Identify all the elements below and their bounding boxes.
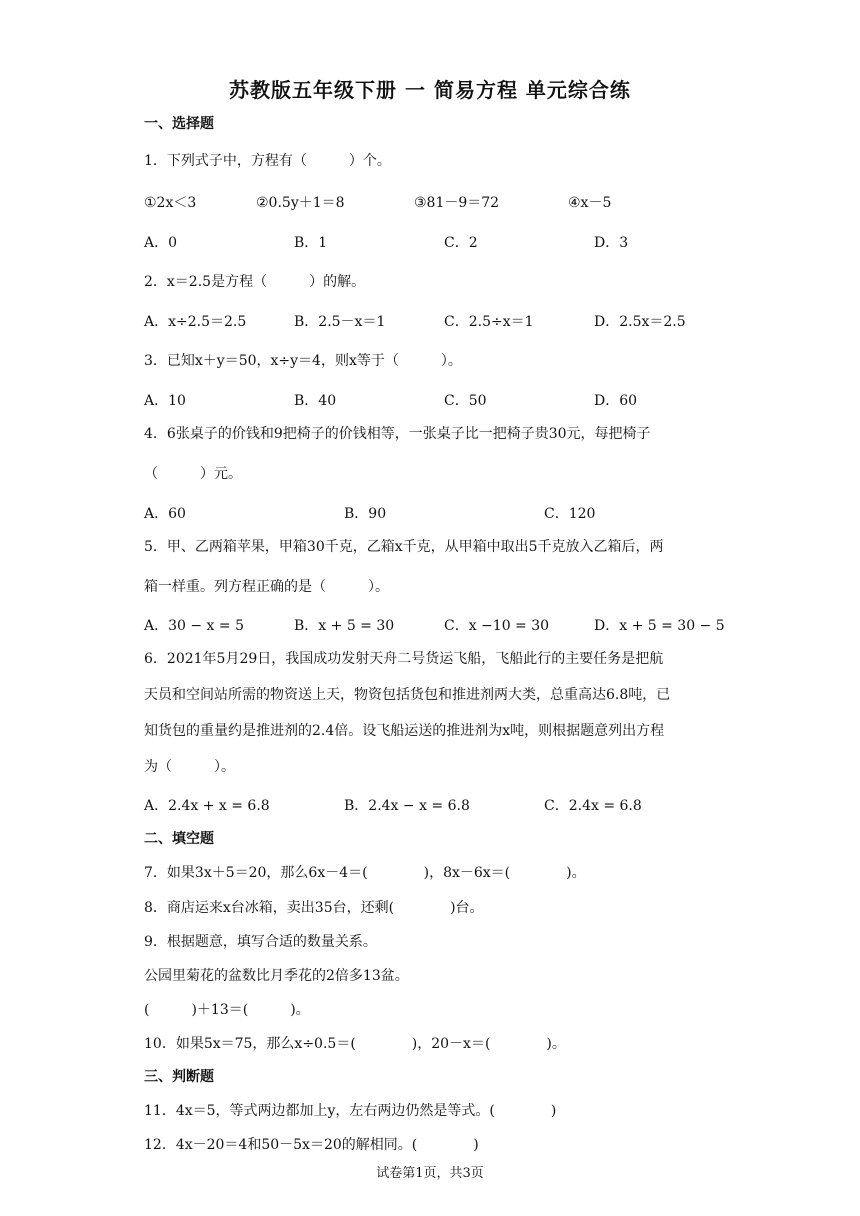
section-heading-fill-in: 二、填空题: [144, 831, 214, 847]
page-footer: 试卷第1页，共3页: [376, 1166, 484, 1181]
question-2-stem: 2．x＝2.5是方程（ ）的解。: [144, 274, 366, 290]
question-1-stem: 1．下列式子中，方程有（ ）个。: [144, 153, 391, 169]
question-6-stem-line-4: 为（ ）。: [144, 759, 235, 775]
question-6-stem-line-2: 天员和空间站所需的物资送上天，物资包括货包和推进剂两大类，总重高达6.8吨，已: [144, 687, 671, 703]
question-6-stem-line-1: 6．2021年5月29日，我国成功发射天舟二号货运飞船，飞船此行的主要任务是把航: [144, 651, 664, 667]
question-1-option-d: D．3: [594, 235, 629, 251]
question-10-stem: 10．如果5x＝75，那么x÷0.5＝( )，20－x＝( )。: [144, 1036, 566, 1052]
page-title: 苏教版五年级下册 一 简易方程 单元综合练: [229, 78, 631, 102]
question-3-option-b: B．40: [294, 393, 337, 409]
question-3-option-c: C．50: [444, 393, 487, 409]
question-1-option-a: A．0: [144, 235, 178, 251]
question-1-option-b: B．1: [294, 235, 328, 251]
question-2-option-d: D．2.5x＝2.5: [594, 314, 686, 330]
question-2-option-a: A．x÷2.5＝2.5: [144, 314, 247, 330]
section-heading-choice: 一、选择题: [144, 116, 214, 132]
question-9-line-2: 公园里菊花的盆数比月季花的2倍多13盆。: [144, 968, 409, 984]
question-4-option-a: A．60: [144, 506, 186, 522]
question-1-item-2: ②0.5y＋1＝8: [256, 195, 345, 211]
question-9-stem: 9．根据题意，填写合适的数量关系。: [144, 934, 377, 950]
question-2-option-b: B．2.5－x＝1: [294, 314, 386, 330]
question-12-stem: 12．4x－20＝4和50－5x＝20的解相同。( ): [144, 1137, 479, 1153]
question-3-option-a: A．10: [144, 393, 186, 409]
question-4-stem-line-1: 4．6张桌子的价钱和9把椅子的价钱相等，一张桌子比一把椅子贵30元，每把椅子: [144, 426, 651, 442]
question-6-stem-line-3: 知货包的重量约是推进剂的2.4倍。设飞船运送的推进剂为x吨，则根据题意列出方程: [144, 723, 665, 739]
question-1-item-4: ④x－5: [568, 195, 612, 211]
question-4-option-c: C．120: [544, 506, 596, 522]
question-5-option-c: C．x −10 = 30: [444, 618, 550, 634]
question-6-option-b: B．2.4x − x = 6.8: [344, 798, 470, 814]
question-4-option-b: B．90: [344, 506, 387, 522]
question-9-line-3: ( )＋13＝( )。: [144, 1002, 310, 1018]
question-2-option-c: C．2.5÷x＝1: [444, 314, 534, 330]
question-1-option-c: C．2: [444, 235, 478, 251]
question-8-stem: 8．商店运来x台冰箱，卖出35台，还剩( )台。: [144, 900, 484, 916]
question-5-option-b: B．x + 5 = 30: [294, 618, 395, 634]
question-5-option-d: D．x + 5 = 30 − 5: [594, 618, 725, 634]
question-6-option-a: A．2.4x + x = 6.8: [144, 798, 270, 814]
question-5-option-a: A．30 − x = 5: [144, 618, 244, 634]
question-3-option-d: D．60: [594, 393, 638, 409]
section-heading-judgment: 三、判断题: [144, 1069, 214, 1085]
question-11-stem: 11．4x＝5，等式两边都加上y，左右两边仍然是等式。( ): [144, 1103, 557, 1119]
question-5-stem-line-2: 箱一样重。列方程正确的是（ ）。: [144, 579, 389, 595]
question-7-stem: 7．如果3x＋5＝20，那么6x－4＝( )，8x－6x＝( )。: [144, 865, 586, 881]
question-1-item-1: ①2x＜3: [144, 195, 197, 211]
question-5-stem-line-1: 5．甲、乙两箱苹果，甲箱30千克，乙箱x千克，从甲箱中取出5千克放入乙箱后，两: [144, 539, 664, 555]
question-3-stem: 3．已知x＋y＝50，x÷y＝4，则x等于（ ）。: [144, 353, 462, 369]
question-4-stem-line-2: （ ）元。: [144, 466, 242, 482]
question-6-option-c: C．2.4x = 6.8: [544, 798, 642, 814]
question-1-item-3: ③81－9＝72: [414, 195, 500, 211]
